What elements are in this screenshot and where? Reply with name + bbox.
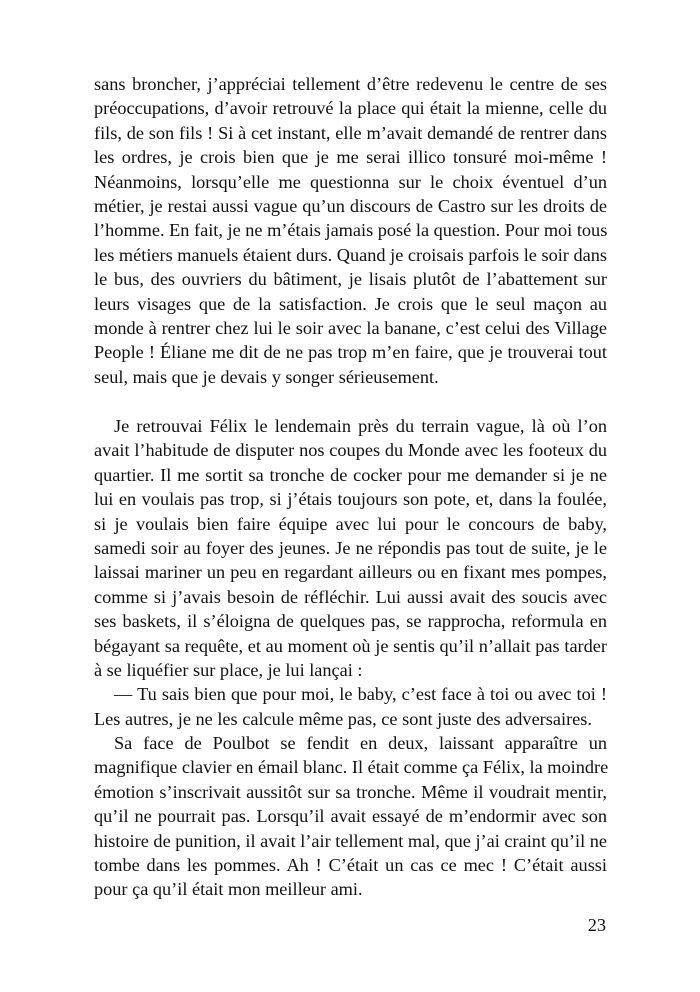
paragraph-group-2 [94,414,607,902]
page-number: 23 [587,915,606,935]
text-line: laissai mariner un peu en regardant ailleurs ou en fixant mes pompes, [94,562,607,583]
text-line: magnifique clavier en émail blanc. Il était comme ça Félix, la moindre [94,757,609,778]
text-line: les ordres, je crois bien que je me serai illico tonsuré moi-même ! [94,147,607,168]
text-line: histoire de punition, il avait l’air tellement mal, que j’ai craint qu’il ne [94,830,607,851]
text-line: à se liquéfier sur place, je lui lançai : [94,659,363,680]
text-line: qu’il ne pourrait pas. Lorsqu’il avait essayé de m’endormir avec son [94,806,607,827]
text-line: leurs visages que de la satisfaction. Je crois que le seul maçon au [94,293,607,314]
text-line: comme si j’avais besoin de réfléchir. Lui aussi avait des soucis avec [94,586,607,607]
text-line: samedi soir au foyer des jeunes. Je ne répondis pas tout de suite, je le [94,537,607,558]
text-line: les métiers manuels étaient durs. Quand je croisais parfois le soir dans [94,244,607,265]
text-line: bégayant sa requête, et au moment où je sentis qu’il n’allait pas tarder [94,635,607,656]
text-line: quartier. Il me sortit sa tronche de cocker pour me demander si je ne [94,464,607,485]
dialogue-line: — Tu sais bien que pour moi, le baby, c’est face à toi ou avec toi ! [114,684,607,705]
text-line: pour ça qu’il était mon meilleur ami. [94,879,363,900]
text-line: préoccupations, d’avoir retrouvé la place qui était la mienne, celle du [94,98,607,119]
text-line: lui en voulais pas trop, si j’étais toujours son pote, et, dans la foulée, [94,489,607,510]
text-line: fils, de son fils ! Si à cet instant, elle m’avait demandé de rentrer dans [94,122,607,143]
dialogue-line: Les autres, je ne les calcule même pas, ce sont juste des adversaires. [94,708,592,729]
text-line: Je retrouvai Félix le lendemain près du terrain vague, là où l’on [114,416,607,436]
text-line: tombe dans les pommes. Ah ! C’était un cas ce mec ! C’était aussi [94,855,607,876]
text-line: avait l’habitude de disputer nos coupes du Monde avec les footeux du [94,440,607,461]
text-line: Sa face de Poulbot se fendit en deux, laissant apparaître un [114,733,607,754]
text-line: l’homme. En fait, je ne m’étais jamais posé la question. Pour moi tous [94,220,608,241]
text-line: People ! Éliane me dit de ne pas trop m’en faire, que je trouverai tout [94,342,607,363]
text-line: métier, je restai aussi vague qu’un discours de Castro sur les droits de [94,195,607,216]
text-line: émotion s’inscrivait aussitôt sur sa tronche. Même il voudrait mentir, [94,781,607,802]
text-line: Néanmoins, lorsqu’elle me questionna sur le choix éventuel d’un [94,171,607,192]
text-line: si je voulais bien faire équipe avec lui pour le concours de baby, [94,513,607,534]
text-line: monde à rentrer chez lui le soir avec la banane, c’est celui des Village [94,317,607,338]
text-line: sans broncher, j’appréciai tellement d’être redevenu le centre de ses [94,74,607,94]
paragraph-1 [94,72,607,389]
text-line: le bus, des ouvriers du bâtiment, je lisais plutôt de l’abattement sur [94,269,607,290]
text-line: ses baskets, il s’éloigna de quelques pas, se rapprocha, reformula en [94,611,607,632]
text-line: seul, mais que je devais y songer sérieusement. [94,366,439,387]
